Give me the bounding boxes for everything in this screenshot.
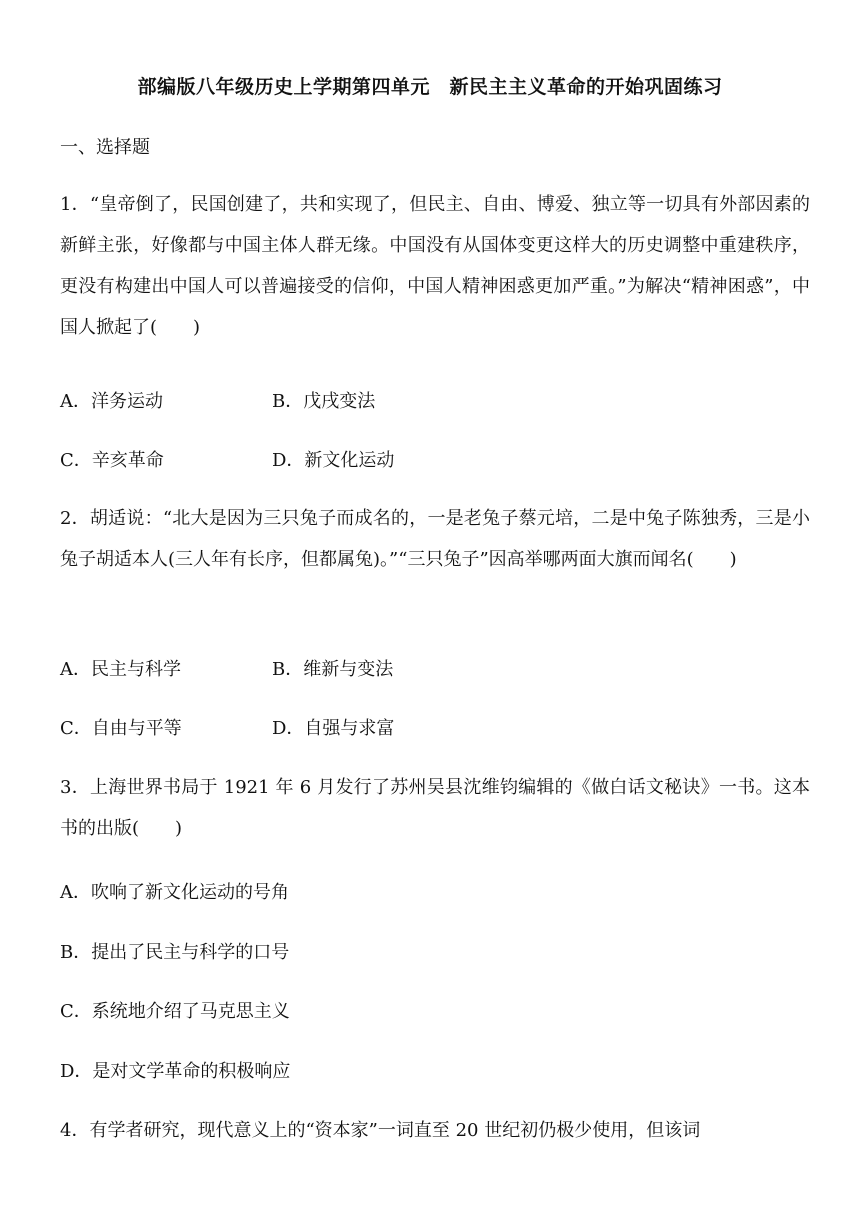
question-1-option-c: C．辛亥革命 bbox=[60, 450, 164, 471]
section-heading: 一、选择题 bbox=[60, 137, 150, 158]
question-2-stem: 2．胡适说：“北大是因为三只兔子而成名的，一是老兔子蔡元培，二是中兔子陈独秀，三是小兔子胡适本人(三人年有长序，但都属兔)。”“三只兔子”因高举哪两面大旗而闻名( ) bbox=[60, 508, 810, 570]
question-2-option-d: D．自强与求富 bbox=[272, 718, 395, 739]
question-1-option-d: D．新文化运动 bbox=[272, 450, 395, 471]
page-title: 部编版八年级历史上学期第四单元 新民主主义革命的开始巩固练习 bbox=[137, 76, 723, 98]
question-4-stem: 4．有学者研究，现代意义上的“资本家”一词直至 20 世纪初仍极少使用，但该词 bbox=[60, 1120, 701, 1141]
question-1-option-b: B．戊戌变法 bbox=[272, 391, 376, 412]
question-3-option-d: D．是对文学革命的积极响应 bbox=[60, 1061, 291, 1082]
question-2-option-c: C．自由与平等 bbox=[60, 718, 182, 739]
question-2-option-a: A．民主与科学 bbox=[60, 659, 181, 680]
question-3-option-c: C．系统地介绍了马克思主义 bbox=[60, 1001, 290, 1022]
question-1-stem: 1．“皇帝倒了，民国创建了，共和实现了，但民主、自由、博爱、独立等一切具有外部因素的新鲜主张，好像都与中国主体人群无缘。中国没有从国体变更这样大的历史调整中重建秩序，更没有构建出中国人可以普遍接受的信仰，中国人精神困惑更加严重。”为解决“精神困惑”，中国人掀起了( ) bbox=[60, 194, 810, 338]
question-3-option-b: B．提出了民主与科学的口号 bbox=[60, 942, 290, 963]
question-2-option-b: B．维新与变法 bbox=[272, 659, 394, 680]
question-3-stem: 3．上海世界书局于 1921 年 6 月发行了苏州吴县沈维钧编辑的《做白话文秘诀》一书。这本书的出版( ) bbox=[60, 777, 810, 839]
question-1-option-a: A．洋务运动 bbox=[60, 391, 163, 412]
question-3-option-a: A．吹响了新文化运动的号角 bbox=[60, 882, 289, 903]
